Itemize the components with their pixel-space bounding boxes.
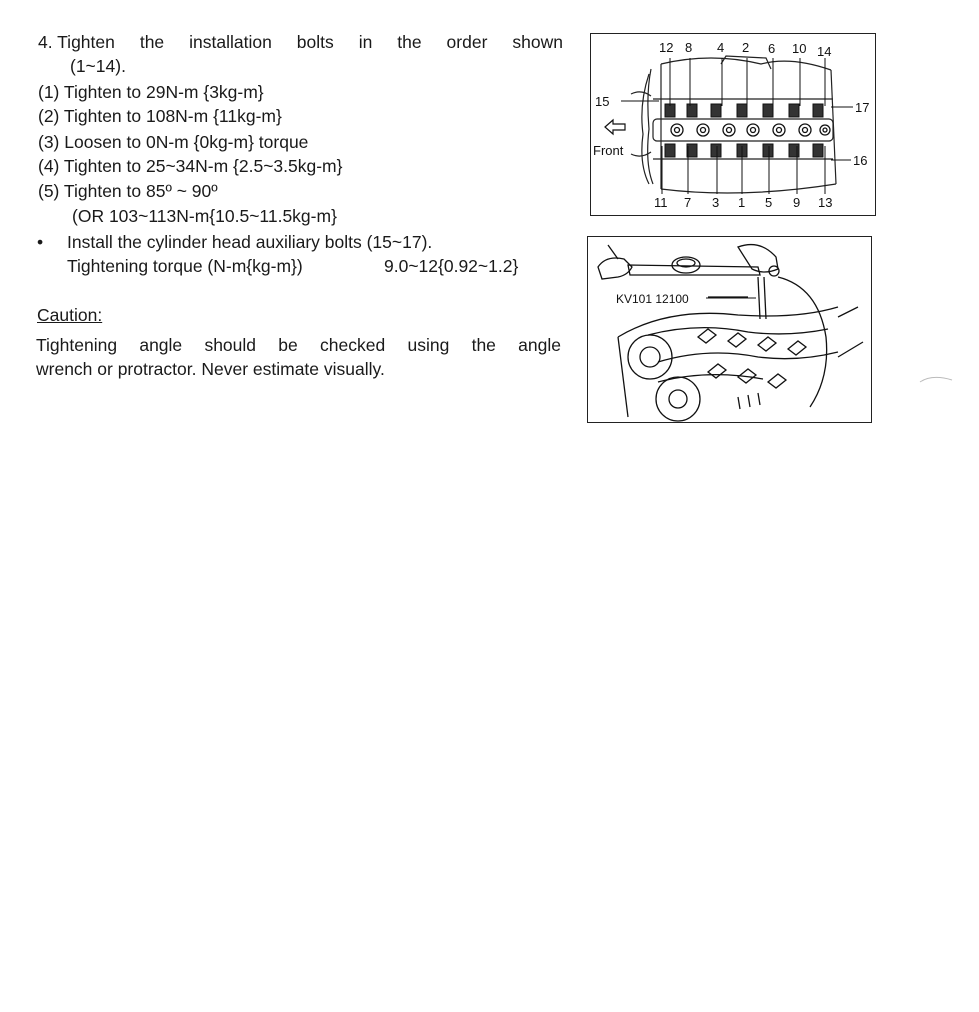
bolt-number: 11 <box>654 195 668 210</box>
left-arrow-icon <box>605 120 625 134</box>
aux-bolt-number: 15 <box>595 94 610 109</box>
caution-word: angle <box>518 335 561 355</box>
top-leader-lines <box>621 58 853 194</box>
bolt-number: 5 <box>765 195 773 210</box>
wrench-and-engine <box>598 245 863 421</box>
angle-wrench-drawing <box>588 237 872 423</box>
bolt-number: 4 <box>717 40 725 55</box>
caution-word: should <box>204 335 257 355</box>
caution-line-2: wrench or protractor. Never estimate visually. <box>36 359 385 379</box>
bolt-number: 9 <box>793 195 801 210</box>
step-item-1: (1) Tighten to 29N-m {3kg-m} <box>38 82 264 102</box>
bolt-number: 13 <box>818 195 833 210</box>
caution-word: the <box>471 335 496 355</box>
bolt-heads <box>671 124 830 136</box>
step-item-4: (4) Tighten to 25~34N-m {2.5~3.5kg-m} <box>38 156 343 176</box>
aux-bolt-number: 16 <box>853 153 868 168</box>
step-item-5-alt: (OR 103~113N-m{10.5~11.5kg-m} <box>72 206 337 226</box>
heading-word: order <box>446 32 488 52</box>
bolt-number: 3 <box>712 195 720 210</box>
cylinder-head-drawing <box>591 34 876 216</box>
caution-line-1 <box>36 335 561 355</box>
front-label: Front <box>593 143 624 158</box>
caution-word: angle <box>139 335 183 355</box>
torque-label: Tightening torque (N-m{kg-m}) <box>67 256 303 276</box>
caution-title: Caution: <box>37 305 103 325</box>
bullet-marker: • <box>37 232 44 252</box>
bullet-text: Install the cylinder head auxiliary bolts (15~17). <box>67 232 433 252</box>
step-item-5: (5) Tighten to 85º ~ 90º <box>38 181 218 201</box>
step-heading-cont: (1~14). <box>70 56 126 76</box>
heading-word: the <box>139 32 165 52</box>
angle-wrench-figure <box>587 236 872 423</box>
step-heading <box>38 32 563 52</box>
caution-word: using <box>407 335 450 355</box>
heading-word: shown <box>512 32 563 52</box>
heading-word: in <box>358 32 373 52</box>
bolt-number: 12 <box>659 40 674 55</box>
step-item-2: (2) Tighten to 108N-m {11kg-m} <box>38 106 282 126</box>
bolt-number: 14 <box>817 44 832 59</box>
step-item-3: (3) Loosen to 0N-m {0kg-m} torque <box>38 132 309 152</box>
bolt-number: 2 <box>742 40 750 55</box>
heading-word: the <box>397 32 422 52</box>
bolt-number: 7 <box>684 195 692 210</box>
bolt-number: 6 <box>768 41 776 56</box>
bolt-number: 1 <box>738 195 746 210</box>
tool-label: KV101 12100 <box>616 292 689 306</box>
bolt-number: 10 <box>792 41 807 56</box>
caution-word: checked <box>320 335 386 355</box>
torque-value: 9.0~12{0.92~1.2} <box>384 256 519 276</box>
scan-artifact-mark <box>918 372 958 386</box>
bolt-sequence-figure <box>590 33 876 216</box>
torque-spec <box>67 256 519 276</box>
bolt-number: 8 <box>685 40 693 55</box>
heading-word: bolts <box>296 32 334 52</box>
heading-word: 4. Tighten <box>38 32 115 52</box>
heading-word: installation <box>189 32 272 52</box>
aux-bolt-number: 17 <box>855 100 870 115</box>
caution-word: be <box>278 335 298 355</box>
caution-word: Tightening <box>36 335 118 355</box>
